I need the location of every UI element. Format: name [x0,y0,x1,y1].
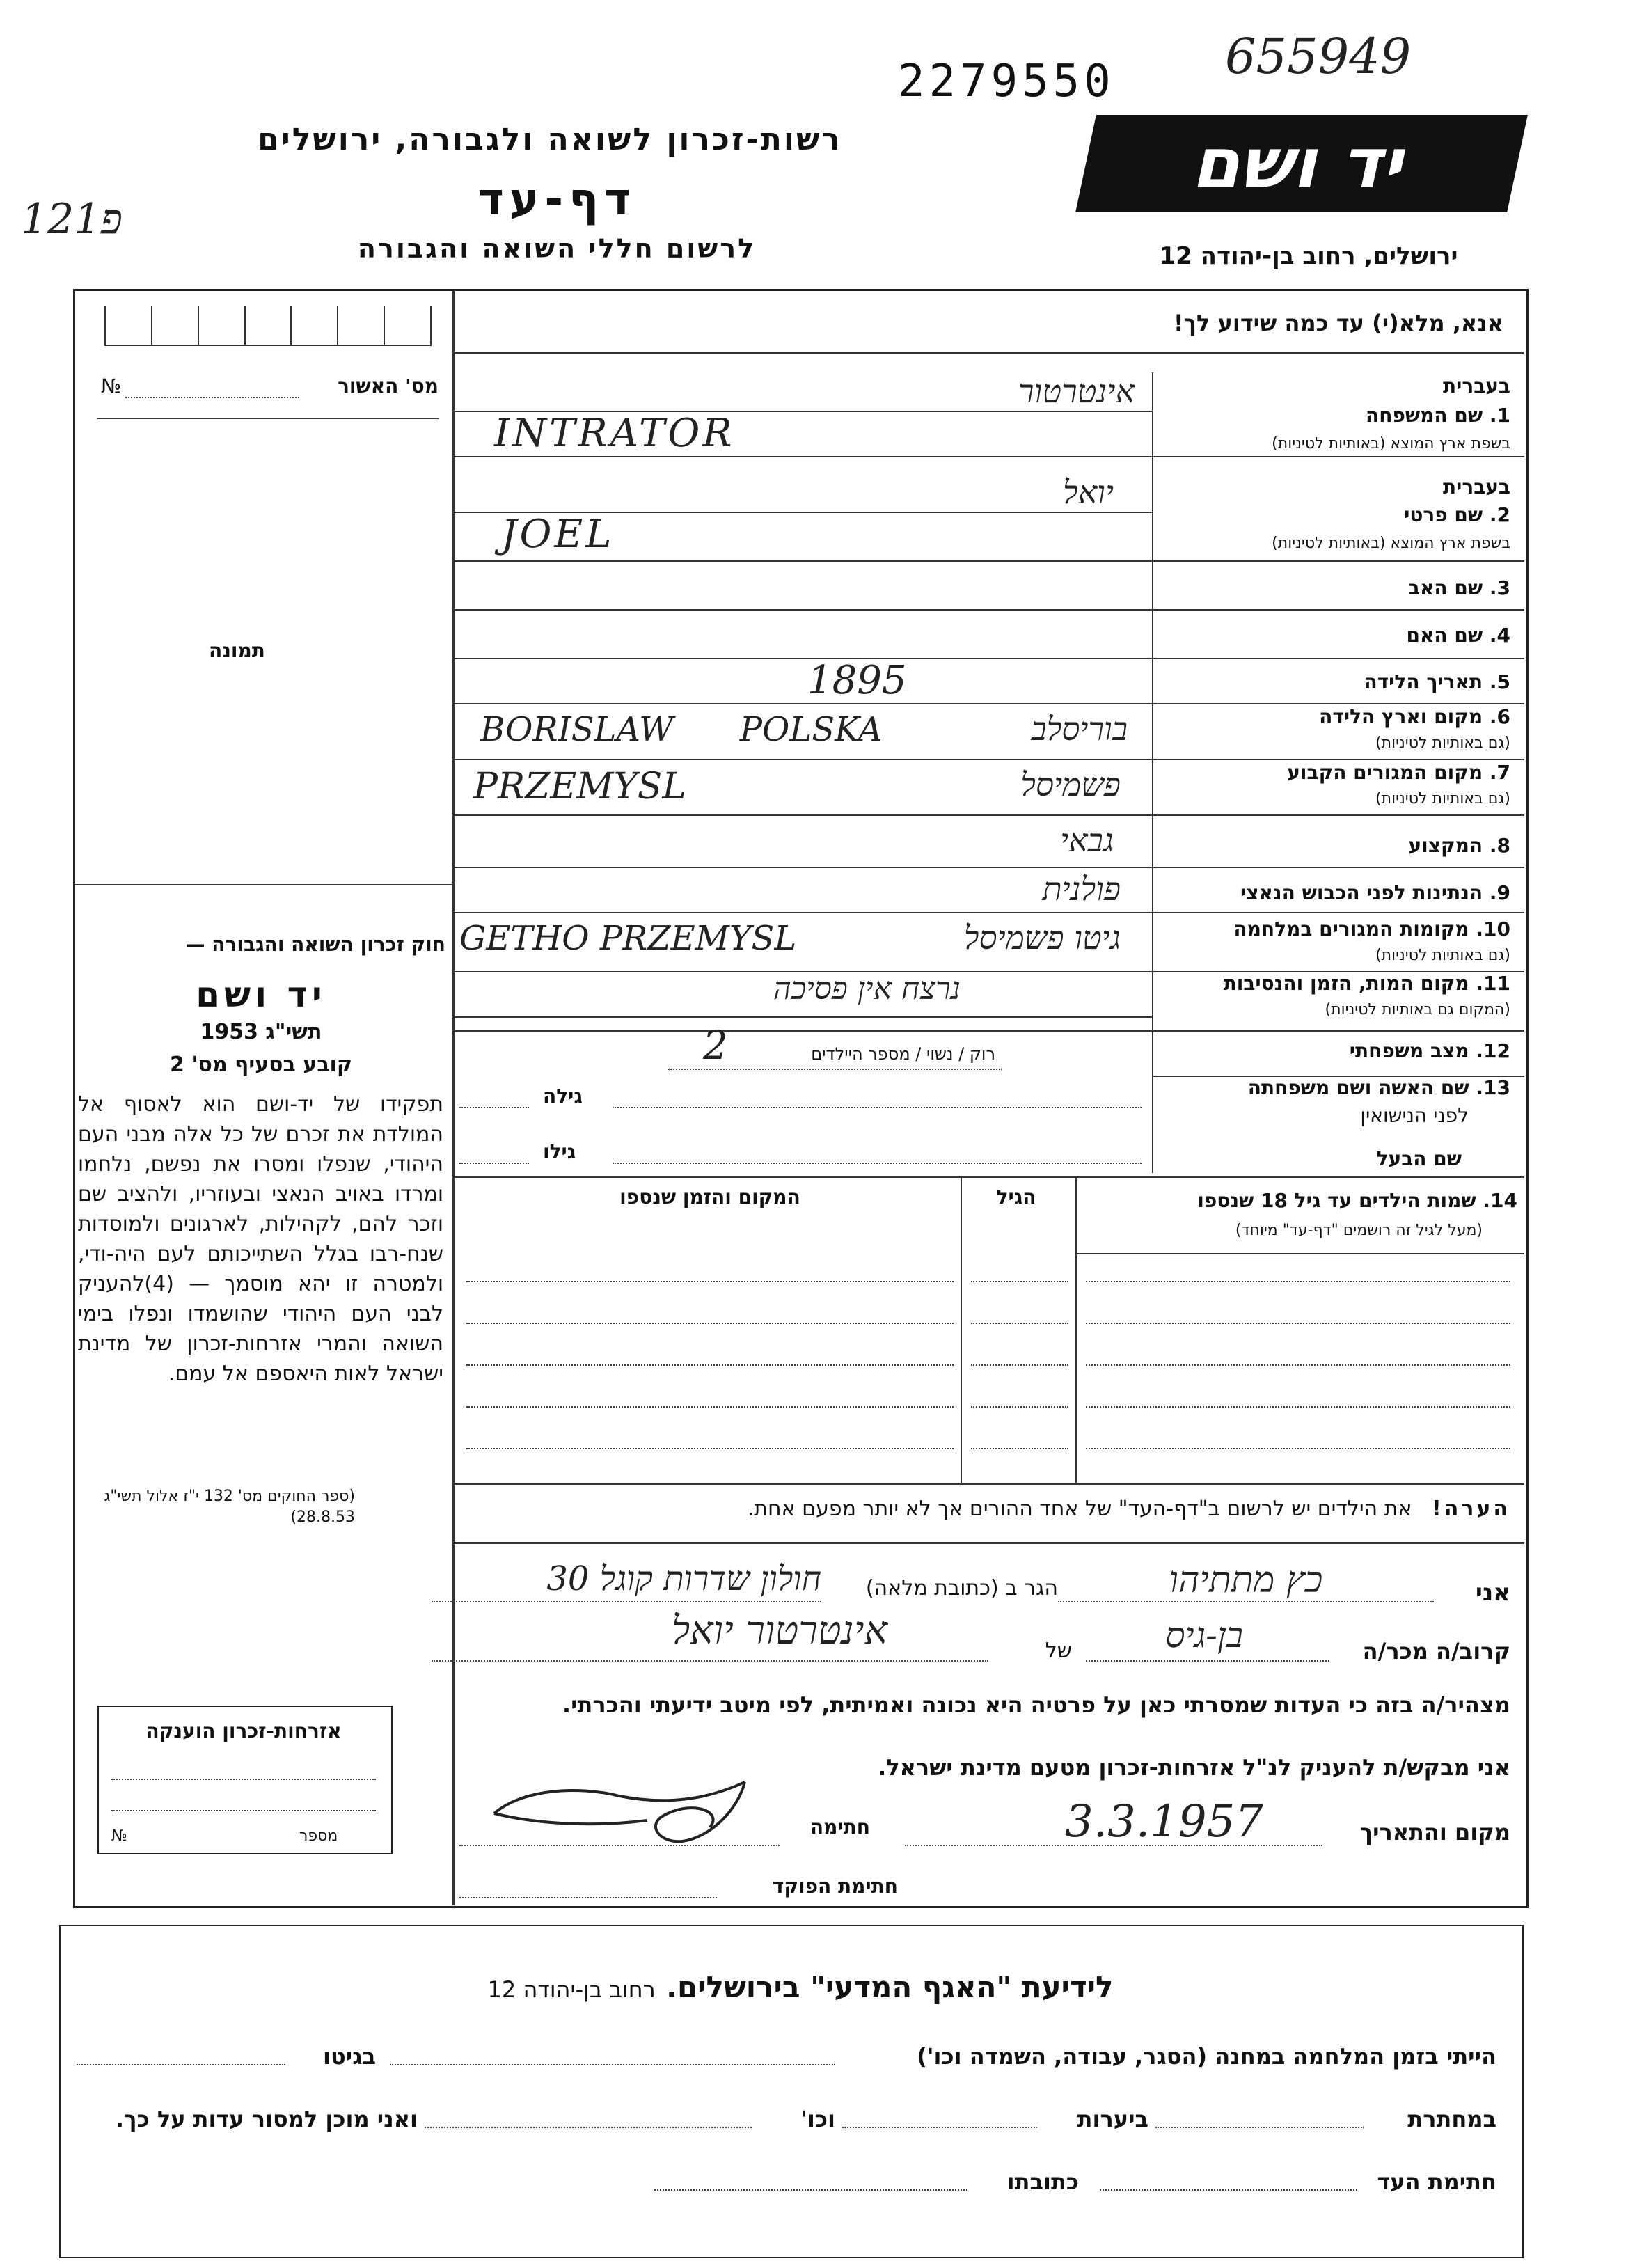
field-7-label [1162,762,1510,784]
law-title: חוק זכרון השואה והגבורה — [185,933,445,956]
field-6-value-heb: בוריסלב [1031,710,1128,748]
field-2-value-lat: JOEL [501,512,615,557]
field-6-label [1162,707,1510,728]
field-4-label [1162,625,1510,647]
field-3-no: 3. [1489,576,1510,599]
footer-line1-dots-b [77,2064,285,2065]
field-12-line [668,1069,1002,1070]
children-row-4b [971,1406,1068,1408]
field-1-label [1162,405,1510,427]
children-row-5b [971,1448,1068,1449]
law-year: תשי"ג 1953 [200,1020,322,1044]
note-text: את הילדים יש לרשום ב"דף-העד" של אחד ההורים אך לא יותר מפעם אחת. [747,1497,1412,1521]
field-12-text: מצב משפחתי [1349,1039,1469,1062]
of-label: של [1045,1639,1072,1663]
field-8-label [1162,835,1510,857]
place-date-label: מקום והתאריך [1359,1819,1510,1845]
footer-line2-dots-c [425,2127,752,2128]
approval-underline [97,418,439,419]
children-row-3a [466,1364,954,1366]
citizenship-line-1 [111,1779,376,1780]
children-row-4c [1086,1406,1510,1408]
officer-signature-label: חתימת הפוקד [772,1875,898,1898]
field-1-no: 1. [1489,404,1510,427]
field-13-sub: לפני הנישואין [1360,1104,1469,1127]
footer-title: לידיעת "האגף המדעי" בירושלים. [665,1970,1114,2004]
law-name: יד ושם [196,975,326,1015]
footer-line2-dots-a [1155,2127,1364,2128]
field-13-no: 13. [1476,1076,1510,1099]
photo-label: תמונה [209,639,265,662]
field-11-sub: (המקום גם באותיות לטיניות) [1325,1001,1510,1018]
footer-line2-d: ואני מוכן למסור עדות על כך. [115,2106,418,2132]
children-col-2 [1075,1176,1077,1483]
field-9-label [1162,883,1510,904]
relative-label: קרוב/ה מכר/ה [1362,1638,1510,1664]
field-5-no: 5. [1489,670,1510,693]
address-line [432,1601,821,1602]
field-1-sub: בשפת ארץ המוצא (באותיות לטיניות) [1272,435,1510,452]
field-13-text: שם האשה ושם משפחתה [1247,1076,1469,1099]
children-row-4a [466,1406,954,1408]
children-place-header: המקום והזמן שנספו [619,1186,800,1208]
field-11-text: מקום המות, הזמן והנסיבות [1223,972,1469,995]
field-7-value-lat: PRZEMYSL [473,766,686,808]
footer-line1-a: הייתי בזמן המלחמה במחנה (הסגר, עבודה, השמדה וכו') [917,2043,1496,2070]
field-12-no: 12. [1476,1039,1510,1062]
field-10-no: 10. [1476,918,1510,940]
field-2-text: שם פרטי [1404,503,1483,526]
field-2-sub: בשפת ארץ המוצא (באותיות לטיניות) [1272,535,1510,552]
field-4-line [452,658,1524,659]
field-5-line [452,703,1524,704]
field-7-text: מקום המגורים הקבוע [1287,761,1483,784]
field-12-label [1162,1041,1510,1062]
note-label: הערה! [1432,1497,1510,1521]
approval-no-sign: № [101,375,122,397]
header-address: ירושלים, רחוב בן-יהודה 12 [1159,242,1458,270]
field-8-line [452,867,1524,868]
yad-vashem-logo [1075,115,1528,212]
footer-line3-a: חתימת העד [1377,2168,1496,2195]
field-7-no: 7. [1489,761,1510,784]
field-13-line-b [613,1107,1142,1108]
field-1-text: שם המשפחה [1366,404,1483,427]
statement: מצהיר/ה בזה כי העדות שמסרתי כאן על פרטיה היא נכונה ואמיתית, לפי מיטב ידיעתי והכרתי. [562,1692,1510,1718]
footer-line1-b: בגיטו [323,2043,376,2070]
children-row-2b [971,1323,1068,1324]
children-age-header: הגיל [996,1186,1036,1208]
label-column-divider [1152,372,1153,1173]
field-11-value: נרצח אין פסיכה [773,971,961,1007]
field-13-age-label: גילה [543,1085,583,1108]
field-2-heb-tag: בעברית [1442,475,1510,498]
field-14-text: שמות הילדים עד גיל 18 שנספו [1197,1189,1476,1212]
field-12-printed: רוק / נשוי / מספר היילדים [811,1044,995,1064]
husband-line-b [613,1163,1142,1164]
declarant-name: כץ מתתיהו [1169,1559,1323,1601]
signature-label: חתימה [809,1816,870,1838]
tick-boxes [104,306,432,346]
field-4-text: שם האם [1406,624,1483,647]
field-10-value-heb: גיטו פשמיסל [963,919,1121,956]
field-9-text: הנתינות לפני הכבוש הנאצי [1240,881,1483,904]
address-value: חולון שדרות קוגל 30 [546,1559,821,1598]
signature-line [459,1845,780,1846]
footer-address: רחוב בן-יהודה 12 [487,1976,656,2003]
field-5-label [1162,672,1510,693]
citizenship-title: אזרחות-זכרון הוענקה [145,1719,342,1742]
field-11-no: 11. [1476,972,1510,995]
footer-line2-dots-b [842,2127,1037,2128]
husband-line [459,1163,529,1164]
left-panel-divider [452,290,455,1905]
law-ref: (ספר החוקים מס' 132 י"ז אלול תשי"ג 28.8.53) [104,1488,355,1526]
field-8-no: 8. [1489,834,1510,857]
photo-bottom-line [74,884,452,885]
children-row-2c [1086,1323,1510,1324]
footer-line2-b: ביערות [1077,2106,1148,2132]
field-8-value: גבאי [1059,821,1114,859]
field-14-no: 14. [1483,1189,1517,1212]
note [466,1497,1510,1521]
field-3-text: שם האב [1407,576,1483,599]
husband-age-label: גילו [543,1140,576,1163]
field-1-heb-tag: בעברית [1442,375,1510,397]
footer-line1-dots-a [390,2064,835,2065]
children-header-line [1075,1253,1524,1254]
field-14-sub: (מעל לגיל זה רושמים "דף-עד" מיוחד) [1235,1222,1483,1239]
handwritten-number: 655949 [1225,28,1412,85]
date-line [905,1845,1322,1846]
field-2-label [1162,505,1510,526]
field-4-no: 4. [1489,624,1510,647]
footer-heading [348,1970,1253,2004]
field-2-line-b [452,560,1524,562]
field-8-text: המקצוע [1408,834,1483,857]
footer-line3-b: כתובתו [1006,2168,1079,2195]
authority-line: רשות-זכרון לשואה ולגבורה, ירושלים [258,122,842,157]
field-14-label [1086,1190,1517,1212]
field-1-value-lat: INTRATOR [494,411,735,456]
children-row-1b [971,1281,1068,1282]
field-5-text: תאריך הלידה [1364,670,1483,693]
field-5-value: 1895 [807,658,907,703]
children-row-1a [466,1281,954,1282]
logo-text: יד ושם [1187,123,1416,204]
law-section: קובע בסעיף מס' 2 [170,1053,352,1077]
law-text: תפקידו של יד-ושם הוא לאסוף אל המולדת את זכרם של כל אלה מבני העם היהודי, שנפלו ומסרו את נפשם, נלחמו ומרדו באויב הנאצי ובעוזריו, ולהציב שם וזכר להם, לקהילות, לארגונים ולמוסדות שנח-רבו בגלל השתייכותם לעם היה-ודי, ולמטרה זו יהא מוסמך — (4)להעניק לבני העם היהודי שהושמדו ונפלו בימי השואה והמרי אזרחות-זכרון של מדינת ישראל לאות היאספם אל עמם. [78,1092,443,1386]
stamp-number: 2279550 [898,56,1115,107]
field-7-line [452,814,1524,816]
field-2-value-heb: יואל [1063,473,1114,511]
officer-signature-line [459,1897,717,1898]
field-11-line-a [452,1016,1152,1018]
field-2-no: 2. [1489,503,1510,526]
field-12-value: 2 [703,1023,728,1069]
citizenship-number-sign: № [111,1827,127,1845]
field-1-line-b [452,456,1524,457]
citizenship-line-2 [111,1810,376,1811]
field-10-text: מקומות המגורים במלחמה [1233,918,1469,940]
children-row-1c [1086,1281,1510,1282]
approval-line [125,397,299,398]
approval-label: מס' האשור [338,375,439,397]
relation-line [1086,1660,1329,1662]
field-9-line [452,912,1524,913]
instruction: אנא, מלא(י) עד כמה שידוע לך! [1173,310,1503,336]
field-6-sub: (גם באותיות לטיניות) [1375,734,1510,752]
date-value: 3.3.1957 [1065,1796,1263,1848]
relative-of-line [432,1660,988,1662]
field-10-label [1162,919,1510,940]
field-3-line [452,609,1524,611]
field-13-label [1162,1078,1510,1099]
children-col-1 [961,1176,962,1483]
declarant-line [1058,1601,1434,1602]
relative-of-value: אינטרטור יואל [671,1608,888,1653]
margin-note: 121פ [21,195,123,244]
field-3-label [1162,578,1510,599]
footer-line3-dots-a [1100,2189,1357,2191]
field-7-sub: (גם באותיות לטיניות) [1375,790,1510,808]
request: אני מבקש/ת להעניק לנ"ל אזרחות-זכרון מטעם מדינת ישראל. [878,1754,1510,1781]
field-9-no: 9. [1489,881,1510,904]
field-1-value-heb: אינטרטור [1018,372,1135,410]
form-subtitle: לרשום חללי השואה והגבורה [357,233,757,264]
relation-value: בן-גיס [1165,1615,1243,1655]
signature-mark [480,1761,773,1852]
children-bottom [452,1483,1524,1485]
children-row-5c [1086,1448,1510,1449]
children-row-3b [971,1364,1068,1366]
field-9-value: פולנית [1042,870,1121,908]
field-6-value-lat: BORISLAW POLSKA [480,710,883,749]
field-11-line-b [452,1030,1524,1032]
field-7-value-heb: פשמיסל [1020,766,1121,803]
footer-line2-a: במחתרת [1407,2106,1496,2132]
footer-line2-c: וכו' [800,2106,835,2132]
resident-label: הגר ב (כתובת מלאה) [865,1576,1058,1600]
children-row-3c [1086,1364,1510,1366]
children-row-2a [466,1323,954,1324]
children-row-5a [466,1448,954,1449]
field-6-line [452,759,1524,760]
husband-label: שם הבעל [1376,1147,1462,1170]
citizenship-number-label: מספר [299,1827,338,1845]
note-bottom [452,1542,1524,1544]
field-10-sub: (גם באותיות לטיניות) [1375,947,1510,964]
instruction-underline [452,352,1524,354]
declaration-i-label: אני [1475,1579,1510,1607]
footer-line3-dots-b [654,2189,967,2191]
husband-bottom [452,1176,1524,1178]
field-13-line [459,1107,529,1108]
field-11-label [1162,973,1510,995]
field-6-text: מקום וארץ הלידה [1319,705,1483,728]
form-title: דף-עד [477,174,636,226]
field-10-value-lat: GETHO PRZEMYSL [459,919,797,958]
field-6-no: 6. [1489,705,1510,728]
